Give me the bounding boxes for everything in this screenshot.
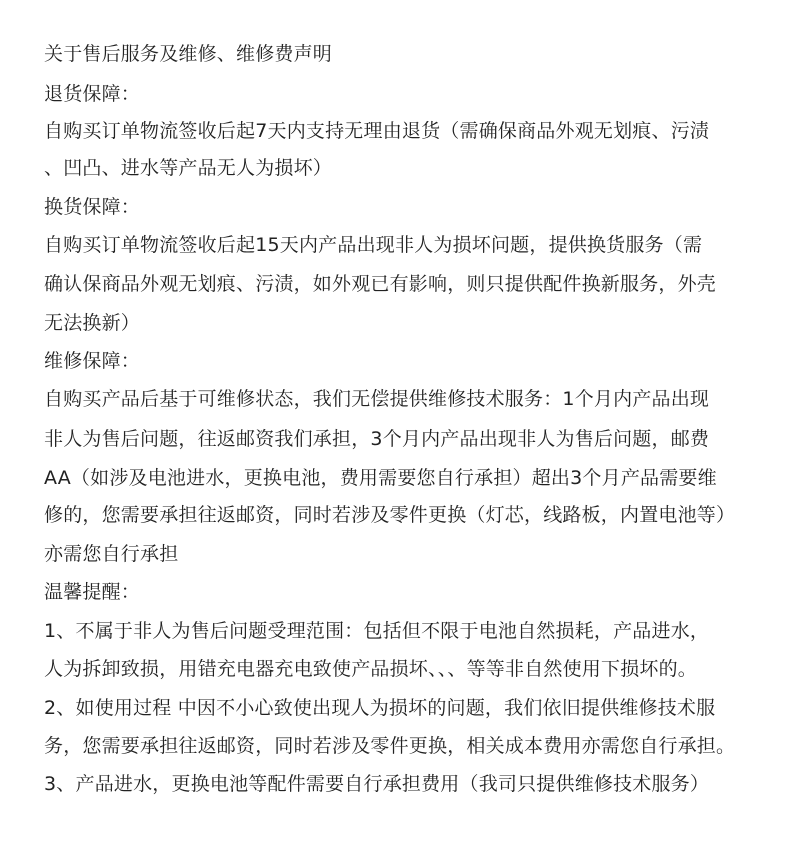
repair-line: AA（如涉及电池进水，更换电池，费用需要您自行承担）超出3个月产品需要维 [44, 467, 717, 489]
tip-line: 人为拆卸致损，用错充电器充电致使产品损坏、、、等等非自然使用下损坏的。 [44, 658, 698, 680]
return-line: 、凹凸、进水等产品无人为损坏） [44, 157, 333, 179]
return-line: 自购买订单物流签收后起7天内支持无理由退货（需确保商品外观无划痕、污渍 [44, 120, 710, 142]
tip-line: 1、不属于非人为售后问题受理范围：包括但不限于电池自然损耗，产品进水， [44, 620, 710, 642]
exchange-line: 确认保商品外观无划痕、污渍，如外观已有影响，则只提供配件换新服务，外壳 [44, 273, 717, 295]
tip-line: 务，您需要承担往返邮资，同时若涉及零件更换，相关成本费用亦需您自行承担。 [44, 735, 736, 757]
exchange-heading: 换货保障： [44, 196, 141, 218]
document-title: 关于售后服务及维修、维修费声明 [44, 43, 333, 65]
exchange-line: 无法换新） [44, 312, 141, 334]
tip-line: 2、如使用过程 中因不小心致使出现人为损坏的问题，我们依旧提供维修技术服 [44, 697, 716, 719]
repair-heading: 维修保障： [44, 350, 141, 372]
tip-line: 3、产品进水，更换电池等配件需要自行承担费用（我司只提供维修技术服务） [44, 773, 710, 795]
return-heading: 退货保障： [44, 83, 141, 105]
repair-line: 修的，您需要承担往返邮资，同时若涉及零件更换（灯芯，线路板，内置电池等） [44, 504, 736, 526]
repair-line: 非人为售后问题，往返邮资我们承担，3个月内产品出现非人为售后问题，邮费 [44, 428, 710, 450]
repair-line: 自购买产品后基于可维修状态，我们无偿提供维修技术服务：1个月内产品出现 [44, 388, 710, 410]
repair-line: 亦需您自行承担 [44, 543, 179, 565]
tips-heading: 温馨提醒： [44, 581, 141, 603]
exchange-line: 自购买订单物流签收后起15天内产品出现非人为损坏问题，提供换货服务（需 [44, 234, 703, 256]
